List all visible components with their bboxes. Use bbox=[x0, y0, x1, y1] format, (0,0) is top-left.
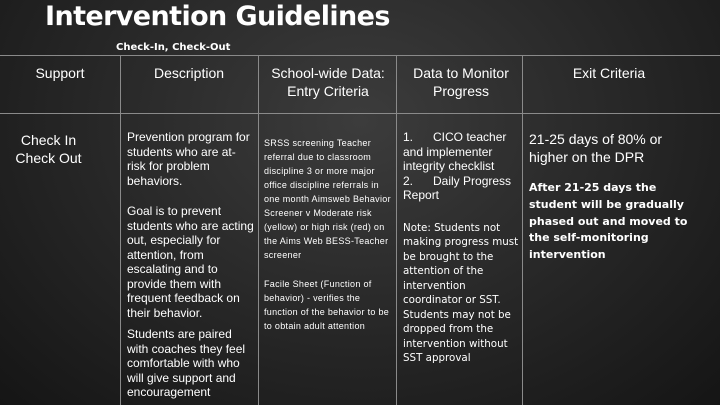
column-divider bbox=[396, 55, 397, 405]
description-paragraph: Students are paired with coaches they feel comfortable with who will give support and encouragement bbox=[127, 327, 246, 399]
monitor-item: 1. CICO teacher and implementer integrity checklist bbox=[403, 130, 510, 173]
monitor-note: Note: Students not making progress must be brought to the attention of the intervention coordinator or SST. Students may not be dropped from the intervention without SST approval bbox=[403, 221, 519, 364]
entry-paragraph: SRSS screening Teacher referral due to classroom discipline 3 or more major office discipline referrals in one month Aimsweb Behavior Screener v Moderate risk (yellow) or high risk (red) on the Aims Web BESS-Teacher screener bbox=[264, 138, 391, 260]
header-entry-criteria: School-wide Data: Entry Criteria bbox=[271, 65, 385, 99]
page-subtitle: Check-In, Check-Out bbox=[116, 42, 231, 53]
header-description: Description bbox=[153, 65, 225, 81]
header-monitor-progress: Data to Monitor Progress bbox=[413, 65, 509, 99]
support-cell: Check In Check Out bbox=[15, 132, 82, 166]
column-divider bbox=[258, 55, 259, 405]
description-cell bbox=[127, 130, 254, 400]
exit-paragraph: 21-25 days of 80% or higher on the DPR bbox=[529, 131, 663, 165]
description-paragraph: Goal is to prevent students who are acting out, especially for attention, from escalating and to provide them with frequent feedback on their behavior. bbox=[127, 204, 254, 320]
table-top-border bbox=[0, 55, 720, 56]
header-support: Support bbox=[35, 65, 85, 81]
entry-paragraph: Facile Sheet (Function of behavior) - verifies the function of the behavior to be to obtain adult attention bbox=[264, 279, 390, 331]
entry-criteria-cell bbox=[264, 136, 394, 333]
description-paragraph: Prevention program for students who are at-risk for problem behaviors. bbox=[127, 130, 250, 188]
header-exit-criteria: Exit Criteria bbox=[572, 65, 646, 81]
monitor-item: 2. Daily Progress Report bbox=[403, 173, 515, 202]
table-header-divider bbox=[0, 113, 720, 114]
exit-criteria-cell bbox=[529, 130, 693, 264]
page-title: Intervention Guidelines bbox=[45, 1, 390, 32]
column-divider bbox=[522, 55, 523, 405]
column-divider bbox=[120, 55, 121, 405]
exit-paragraph: After 21-25 days the student will be gradually phased out and moved to the self-monitoring intervention bbox=[529, 181, 688, 262]
monitor-progress-cell bbox=[403, 130, 520, 366]
